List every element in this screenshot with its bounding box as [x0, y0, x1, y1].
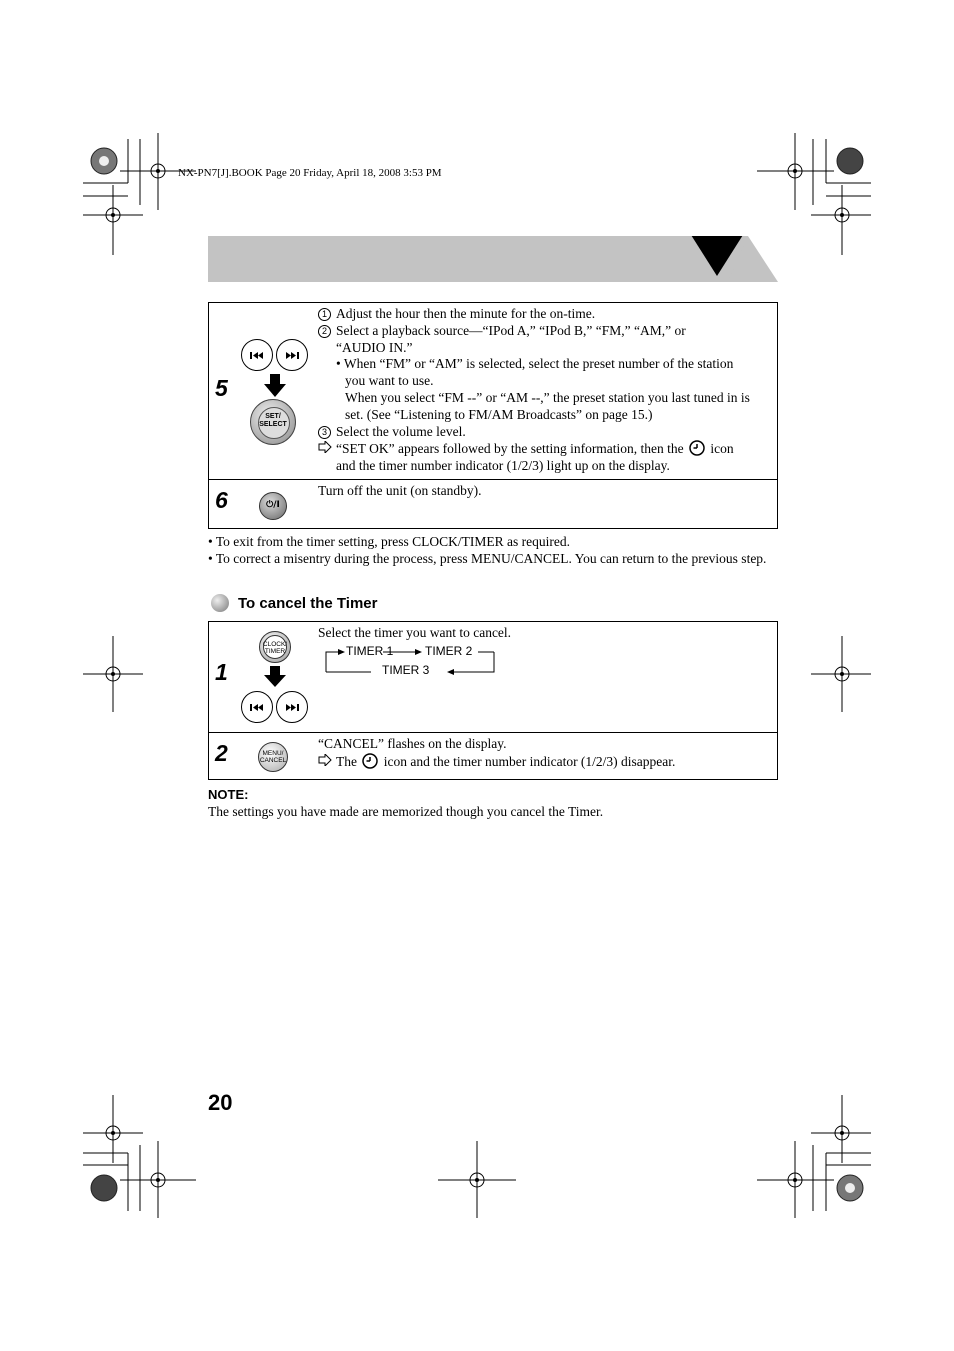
step-5-line-6: When you select “FM --” or “AM --,” the preset station you last tuned in is	[345, 389, 750, 405]
clock-timer-label: CLOCK/ TIMER	[262, 641, 288, 655]
next-button[interactable]	[276, 339, 308, 371]
step-5-line-3: “AUDIO IN.”	[336, 339, 413, 355]
note-text: The settings you have made are memorized though you cancel the Timer.	[208, 804, 604, 819]
set-select-button[interactable]	[250, 399, 296, 445]
skip-back-icon	[242, 692, 272, 722]
set-select-label: SET/ SELECT	[259, 413, 287, 428]
marker-3: 3	[318, 426, 331, 439]
timer-2-label: TIMER 2	[425, 644, 473, 658]
clock-timer-button[interactable]	[259, 631, 291, 663]
previous-button[interactable]	[241, 339, 273, 371]
header-file-info: NX-PN7[J].BOOK Page 20 Friday, April 18, 2008 3:53 PM	[178, 167, 442, 179]
standby-label: ⏻/I	[266, 500, 280, 510]
step-6-text: Turn off the unit (on standby).	[318, 483, 482, 498]
step-5-line-2: Select a playback source—“IPod A,” “IPod B,” “FM,” “AM,” or	[336, 322, 686, 338]
step-6-row	[209, 479, 777, 528]
standby-button[interactable]	[259, 492, 287, 520]
cancel-timer-heading: To cancel the Timer	[211, 594, 378, 612]
previous-button[interactable]	[241, 691, 273, 723]
timer-clock-icon	[689, 440, 705, 456]
step-5-text	[318, 306, 750, 475]
step-5-line-11: and the timer number indicator (1/2/3) light up on the display.	[336, 458, 670, 474]
step-5-line-4: • When “FM” or “AM” is selected, select the preset number of the station	[336, 356, 734, 372]
note-heading: NOTE:	[208, 787, 249, 802]
page-number: 20	[208, 1090, 233, 1115]
result-arrow-icon	[318, 441, 332, 453]
cancel-step-1-row	[209, 622, 777, 732]
result-arrow-icon	[318, 754, 332, 766]
timer-clock-icon	[362, 753, 378, 769]
cancel-step-2-text	[318, 736, 675, 771]
cancel-step-2-number: 2	[215, 740, 228, 766]
marker-1: 1	[318, 308, 331, 321]
timer-3-label: TIMER 3	[382, 663, 430, 677]
skip-back-icon	[242, 340, 272, 370]
cancel-step-2-post: icon and the timer number indicator (1/2/3) disappear.	[383, 753, 676, 769]
cancel-step-2-row	[209, 732, 777, 779]
cancel-step-1-number: 1	[215, 659, 228, 685]
step-5-line-7: set. (See “Listening to FM/AM Broadcasts” on page 15.)	[345, 406, 653, 422]
timer-steps-table	[208, 302, 778, 529]
bullet-item: • To correct a misentry during the process, press MENU/CANCEL. You can return to the previous step.	[208, 551, 767, 566]
bullet-item: • To exit from the timer setting, press CLOCK/TIMER as required.	[208, 534, 570, 549]
menu-cancel-button[interactable]	[258, 742, 288, 772]
skip-forward-icon	[277, 692, 307, 722]
skip-forward-icon	[277, 340, 307, 370]
section-header-band	[208, 236, 778, 282]
step-6-number: 6	[215, 487, 228, 513]
step-5-line-10: icon	[710, 441, 734, 457]
next-button[interactable]	[276, 691, 308, 723]
down-arrow-icon	[263, 666, 287, 688]
cancel-step-2-pre: The	[336, 753, 357, 769]
timer-1-label: TIMER 1	[346, 644, 394, 658]
menu-cancel-label: MENU/ CANCEL	[259, 750, 287, 764]
step-5-line-1: Adjust the hour then the minute for the on-time.	[336, 306, 596, 321]
timer-notes-list	[208, 533, 778, 567]
step-5-line-5: you want to use.	[345, 373, 434, 389]
marker-2: 2	[318, 325, 331, 338]
step-5-line-8: Select the volume level.	[336, 423, 466, 439]
cancel-step-2-line-1: “CANCEL” flashes on the display.	[318, 736, 507, 751]
cancel-step-1-text: Select the timer you want to cancel.	[318, 625, 512, 640]
step-5-line-9: “SET OK” appears followed by the setting information, then the	[336, 441, 684, 457]
down-arrow-icon	[263, 374, 287, 398]
step-5-number: 5	[215, 375, 228, 401]
section-bullet-icon	[211, 594, 229, 612]
cancel-steps-table	[208, 621, 778, 780]
step-5-row	[209, 303, 777, 479]
